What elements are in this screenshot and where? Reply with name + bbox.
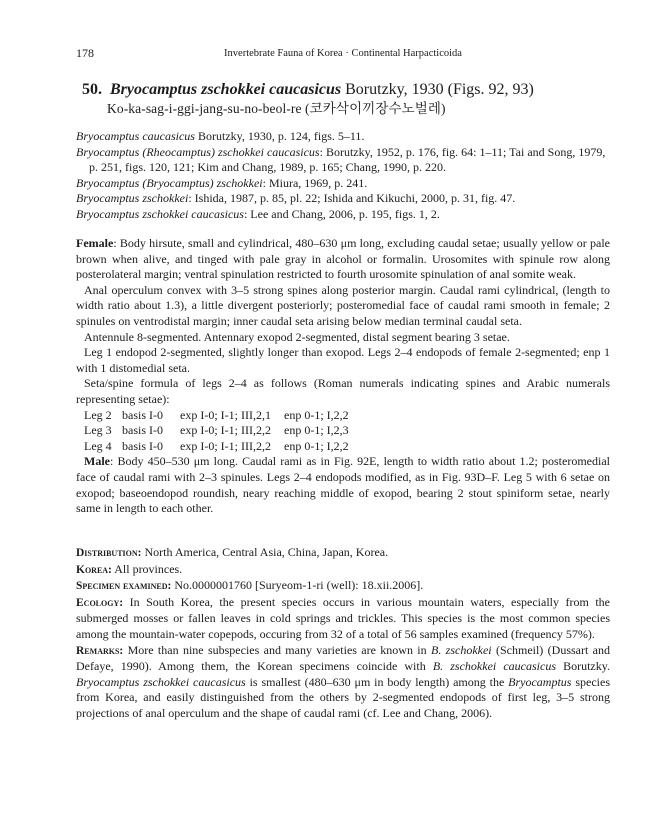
- species-authority: Borutzky, 1930 (Figs. 92, 93): [345, 81, 534, 98]
- remarks-text: is smallest (480–630 μm in body length) among the: [245, 674, 509, 689]
- korean-name: Ko-ka-sag-i-ggi-jang-su-no-beol-re (코카삭이끼장수노벌레): [107, 101, 446, 116]
- formula-basis: basis I-0: [122, 438, 163, 453]
- remarks-text: species from Korea, and easily distinguished from the others by 2-segmented endopods of first leg, 3–5 strong projections of anal operculum and the shape of caudal rami (cf. Lee and Chang, 2006).: [76, 674, 611, 720]
- formula-leg: Leg 2: [84, 407, 112, 422]
- korea-label: Korea:: [76, 563, 112, 576]
- formula-exp: exp I-0; I-1; III,2,2: [180, 438, 271, 453]
- korea-text: All provinces.: [111, 561, 183, 576]
- setal-formula-row: [76, 408, 610, 424]
- female-paragraph-3: Antennule 8-segmented. Antennary exopod 2-segmented, distal segment bearing 3 setae.: [84, 329, 510, 344]
- running-head: [76, 46, 610, 62]
- running-title: Invertebrate Fauna of Korea · Continental Harpacticoida: [224, 48, 462, 59]
- remarks-label: Remarks:: [76, 644, 124, 657]
- remarks-taxon: Bryocamptus: [508, 674, 572, 689]
- male-label: Male: [84, 454, 110, 469]
- synonym-citation: Borutzky, 1930, p. 124, figs. 5–11.: [194, 129, 365, 143]
- specimen-section: [76, 578, 610, 595]
- synonym-citation: : Borutzky, 1952, p. 176, fig. 64: 1–11; Tai and Song, 1979, p. 251, figs. 120, 121; Kim and Chang, 1989, p. 165; Chang, 1990, p. 220.: [89, 144, 606, 175]
- ecology-text: In South Korea, the present species occurs in various mountain waters, especially from the submerged mosses or fallen leaves in cold springs and trickles. This species is the most common species among the mountain-water copepods, occuring from 32 of a total of 56 samples examined (frequency 57%).: [76, 594, 610, 641]
- synonym-name: Bryocamptus caucasicus: [76, 129, 195, 143]
- setal-formula-row: [76, 439, 610, 455]
- formula-basis: basis I-0: [122, 407, 163, 422]
- formula-leg: Leg 3: [84, 423, 112, 438]
- formula-basis: basis I-0: [122, 423, 163, 438]
- specimen-label: Specimen examined:: [76, 580, 172, 593]
- synonym-name: Bryocamptus (Rheocamptus) zschokkei caucasicus: [76, 144, 320, 159]
- synonym-citation: : Miura, 1969, p. 241.: [262, 175, 368, 190]
- korea-section: [76, 562, 610, 579]
- setal-formula-row: [76, 423, 610, 439]
- description: [76, 236, 610, 517]
- distribution-text: North America, Central Asia, China, Japan, Korea.: [141, 545, 389, 559]
- formula-exp: exp I-0; I-1; III,2,1: [180, 407, 271, 422]
- remarks-taxon: B. zschokkei: [430, 642, 492, 657]
- distribution-section: [76, 545, 610, 562]
- synonym-name: Bryocamptus (Bryocamptus) zschokkei: [76, 175, 263, 190]
- formula-enp: enp 0-1; I,2,2: [284, 438, 349, 453]
- synonym-name: Bryocamptus zschokkei: [76, 191, 189, 206]
- page-number: 178: [76, 46, 94, 60]
- synonym-citation: : Ishida, 1987, p. 85, pl. 22; Ishida and Kikuchi, 2000, p. 31, fig. 47.: [188, 191, 516, 206]
- ecology-section: [76, 595, 610, 643]
- synonymy-entry: [76, 145, 610, 176]
- male-text: : Body 450–530 μm long. Caudal rami as in Fig. 92E, length to width ratio about 1.2; posteromedial face of caudal rami with 2–3 spinules. Legs 2–4 endopods modified, as in Fig. 93D–F. Leg 5 with 6 setae on exopod; baseoendopod roundish, neary reaching middle of exopod, bearing 2 stout spiniform setae, nearly same in length to each other.: [76, 454, 610, 516]
- formula-exp: exp I-0; I-1; III,2,2: [180, 423, 271, 438]
- synonymy-list: [76, 129, 610, 223]
- distribution-label: Distribution:: [76, 547, 142, 559]
- male-description: [76, 454, 610, 516]
- species-notes: [76, 545, 610, 722]
- remarks-taxon: B. zschokkei caucasicus: [432, 659, 556, 674]
- remarks-taxon: Bryocamptus zschokkei caucasicus: [76, 674, 246, 689]
- female-paragraph-5: Seta/spine formula of legs 2–4 as follows (Roman numerals indicating spines and Arabic numerals representing setae):: [76, 376, 610, 406]
- female-label: Female: [76, 236, 114, 250]
- female-paragraph-1: : Body hirsute, small and cylindrical, 480–630 μm long, excluding caudal setae; usually yellow or pale brown when alive, and tinged with pale gray in alcohol or formalin. Urosomites with spinule row along posterolateral margin; ventral spinulation restricted to fourth urosomite spinulation of anal somite weak.: [76, 236, 610, 282]
- synonym-name: Bryocamptus zschokkei caucasicus: [76, 206, 244, 221]
- synonymy-entry: [76, 191, 610, 207]
- remarks-text: (Schmeil) (Dussart and Defaye, 1990). Among them, the Korean specimens coincide with: [76, 642, 610, 674]
- specimen-text: No.0000001760 [Suryeom-1-ri (well): 18.xii.2006].: [171, 578, 424, 593]
- ecology-label: Ecology:: [76, 596, 124, 609]
- formula-leg: Leg 4: [84, 438, 112, 453]
- species-heading: [76, 80, 610, 117]
- female-paragraph-4: Leg 1 endopod 2-segmented, slightly longer than exopod. Legs 2–4 endopods of female 2-segmented; enp 1 with 1 distomedial seta.: [76, 345, 610, 375]
- formula-enp: enp 0-1; I,2,2: [284, 407, 349, 422]
- synonymy-entry: [76, 207, 610, 223]
- remarks-text: More than nine subspecies and many varieties are known in: [123, 642, 431, 657]
- species-title: [82, 80, 610, 99]
- synonym-citation: : Lee and Chang, 2006, p. 195, figs. 1, 2.: [243, 206, 440, 221]
- species-number: 50.: [82, 81, 102, 98]
- remarks-text: Borutzky.: [556, 659, 610, 674]
- remarks-section: [76, 643, 610, 722]
- female-paragraph-2: Anal operculum convex with 3–5 strong spines along posterior margin. Caudal rami cylindrical, (length to width ratio about 1.3), a little divergent posteriorly; posteromedial face of caudal rami smooth in female; 2 spinules on ventrodistal margin; inner caudal seta arising below median terminal caudal seta.: [76, 282, 610, 328]
- species-scientific-name: Bryocamptus zschokkei caucasicus: [110, 81, 342, 98]
- female-description: [76, 236, 610, 283]
- formula-enp: enp 0-1; I,2,3: [284, 423, 349, 438]
- synonymy-entry: [76, 129, 610, 145]
- synonymy-entry: [76, 176, 610, 192]
